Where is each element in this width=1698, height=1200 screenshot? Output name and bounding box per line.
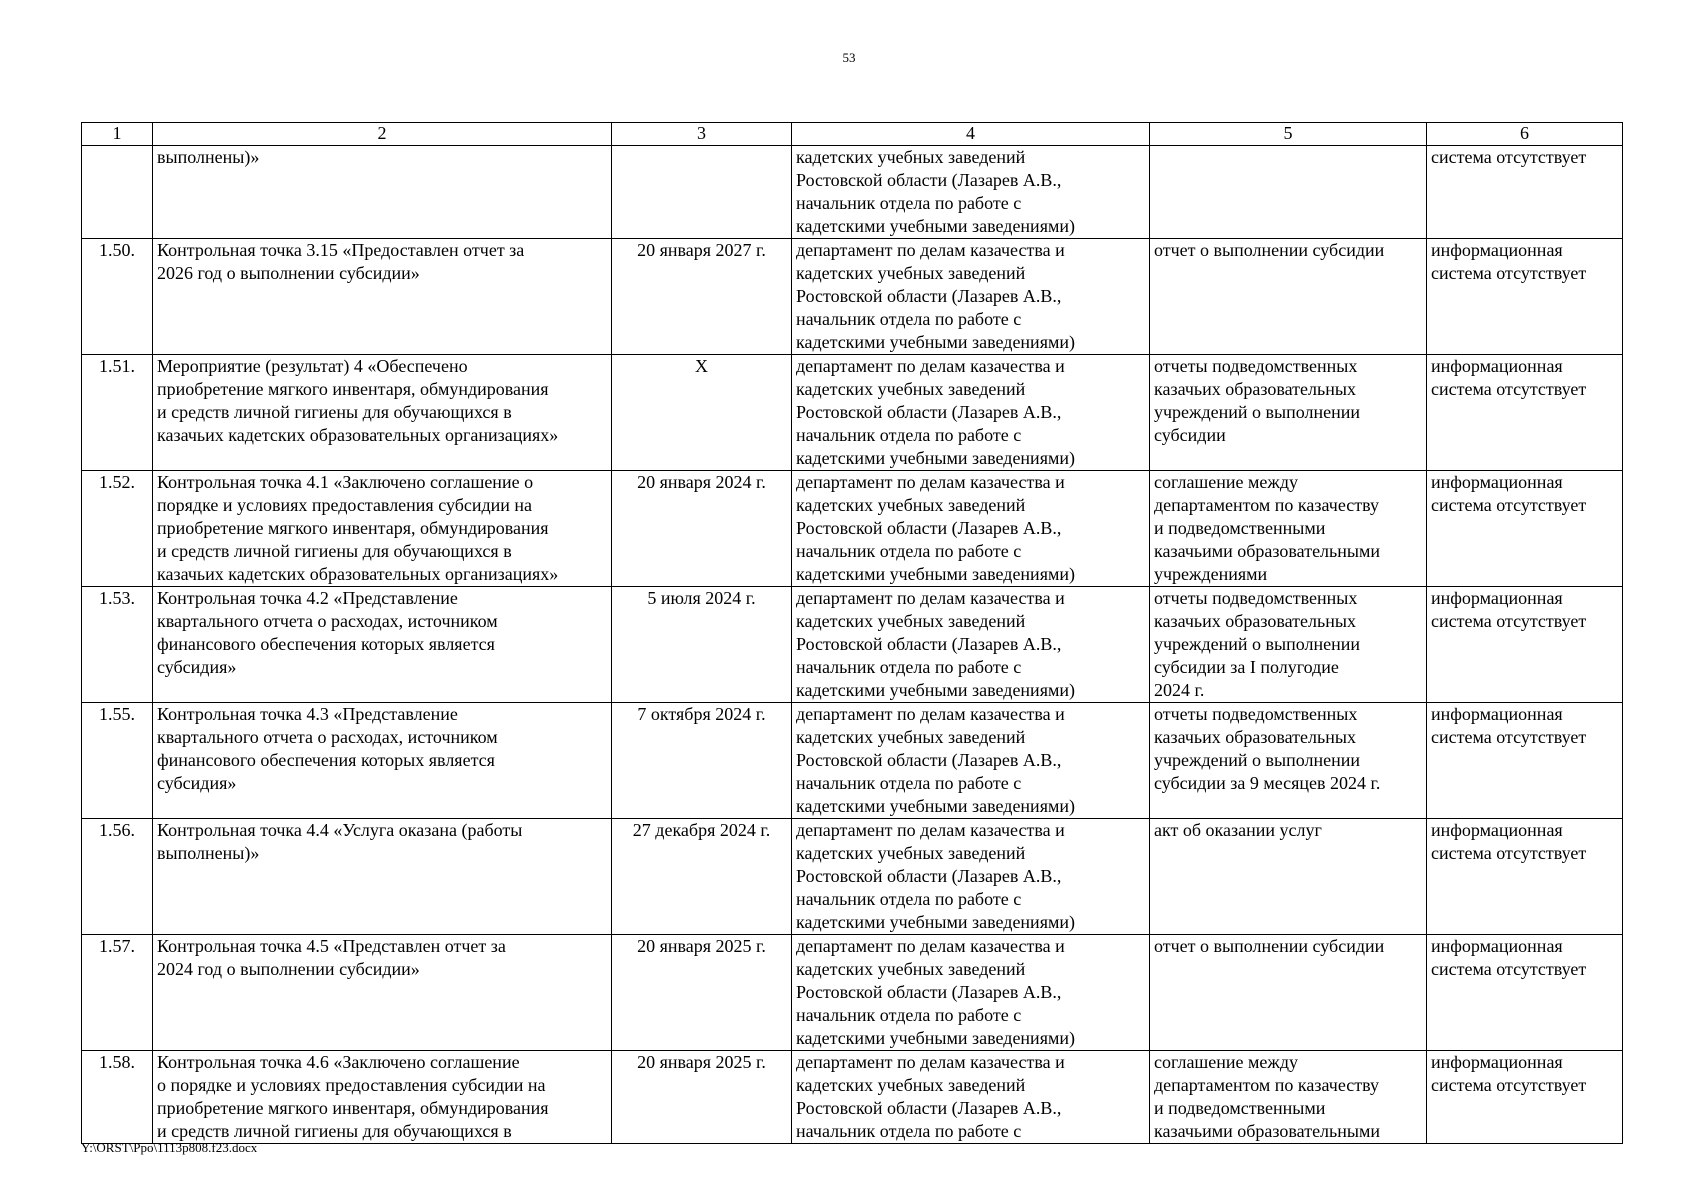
column-header-2: 2 [153,123,612,146]
row-responsible: департамент по делам казачества и кадетских учебных заведений Ростовской области (Лазарев А.В., начальник отдела по работе с кадетскими учебными заведениями) [792,819,1150,935]
table-row [82,146,1623,239]
row-number [82,146,153,239]
table-row [82,819,1623,935]
row-date: X [612,355,792,471]
row-info-system: информационная система отсутствует [1427,1051,1623,1144]
plan-table [81,122,1623,1144]
row-info-system: информационная система отсутствует [1427,239,1623,355]
row-number: 1.52. [82,471,153,587]
row-event-name: Контрольная точка 4.5 «Представлен отчет за 2024 год о выполнении субсидии» [153,935,612,1051]
row-info-system: информационная система отсутствует [1427,819,1623,935]
table-row [82,935,1623,1051]
row-responsible: департамент по делам казачества и кадетских учебных заведений Ростовской области (Лазарев А.В., начальник отдела по работе с кадетскими учебными заведениями) [792,355,1150,471]
row-responsible: департамент по делам казачества и кадетских учебных заведений Ростовской области (Лазарев А.В., начальник отдела по работе с кадетскими учебными заведениями) [792,703,1150,819]
row-date: 20 января 2025 г. [612,935,792,1051]
row-event-name: Контрольная точка 4.3 «Представление квартального отчета о расходах, источником финансового обеспечения которых является субсидия» [153,703,612,819]
row-event-name: Контрольная точка 4.2 «Представление квартального отчета о расходах, источником финансового обеспечения которых является субсидия» [153,587,612,703]
row-date: 20 января 2027 г. [612,239,792,355]
row-info-system: система отсутствует [1427,146,1623,239]
row-document [1150,146,1427,239]
table-row [82,1051,1623,1144]
row-document: отчет о выполнении субсидии [1150,935,1427,1051]
row-responsible: департамент по делам казачества и кадетских учебных заведений Ростовской области (Лазарев А.В., начальник отдела по работе с [792,1051,1150,1144]
table-header [82,123,1623,146]
row-document: акт об оказании услуг [1150,819,1427,935]
row-info-system: информационная система отсутствует [1427,471,1623,587]
row-date: 5 июля 2024 г. [612,587,792,703]
row-event-name: выполнены)» [153,146,612,239]
header-row [82,123,1623,146]
row-document: отчеты подведомственных казачьих образовательных учреждений о выполнении субсидии [1150,355,1427,471]
row-info-system: информационная система отсутствует [1427,703,1623,819]
row-responsible: департамент по делам казачества и кадетских учебных заведений Ростовской области (Лазарев А.В., начальник отдела по работе с кадетскими учебными заведениями) [792,239,1150,355]
row-responsible: кадетских учебных заведений Ростовской области (Лазарев А.В., начальник отдела по работе с кадетскими учебными заведениями) [792,146,1150,239]
table-row [82,703,1623,819]
table-row [82,587,1623,703]
row-info-system: информационная система отсутствует [1427,587,1623,703]
footer-file-path: Y:\ORST\Ppo\1113p808.f23.docx [81,1140,258,1155]
row-document: отчеты подведомственных казачьих образовательных учреждений о выполнении субсидии за 9 месяцев 2024 г. [1150,703,1427,819]
row-number: 1.53. [82,587,153,703]
row-date: 20 января 2025 г. [612,1051,792,1144]
page-number: 53 [842,50,856,65]
column-header-4: 4 [792,123,1150,146]
row-responsible: департамент по делам казачества и кадетских учебных заведений Ростовской области (Лазарев А.В., начальник отдела по работе с кадетскими учебными заведениями) [792,935,1150,1051]
row-number: 1.58. [82,1051,153,1144]
row-document: соглашение между департаментом по казачеству и подведомственными казачьими образовательными учреждениями [1150,471,1427,587]
row-info-system: информационная система отсутствует [1427,355,1623,471]
column-header-3: 3 [612,123,792,146]
row-date: 7 октября 2024 г. [612,703,792,819]
table-row [82,355,1623,471]
row-event-name: Контрольная точка 4.4 «Услуга оказана (работы выполнены)» [153,819,612,935]
row-number: 1.56. [82,819,153,935]
row-number: 1.55. [82,703,153,819]
row-number: 1.50. [82,239,153,355]
row-number: 1.57. [82,935,153,1051]
row-document: отчет о выполнении субсидии [1150,239,1427,355]
row-event-name: Контрольная точка 4.1 «Заключено соглашение о порядке и условиях предоставления субсидии на приобретение мягкого инвентаря, обмундирования и средств личной гигиены для обучающихся в казачьих кадетских образовательных организациях» [153,471,612,587]
table-row [82,471,1623,587]
row-event-name: Контрольная точка 4.6 «Заключено соглашение о порядке и условиях предоставления субсидии на приобретение мягкого инвентаря, обмундирования и средств личной гигиены для обучающихся в [153,1051,612,1144]
row-number: 1.51. [82,355,153,471]
column-header-1: 1 [82,123,153,146]
row-responsible: департамент по делам казачества и кадетских учебных заведений Ростовской области (Лазарев А.В., начальник отдела по работе с кадетскими учебными заведениями) [792,471,1150,587]
row-document: соглашение между департаментом по казачеству и подведомственными казачьими образовательными [1150,1051,1427,1144]
row-responsible: департамент по делам казачества и кадетских учебных заведений Ростовской области (Лазарев А.В., начальник отдела по работе с кадетскими учебными заведениями) [792,587,1150,703]
table-body [82,146,1623,1144]
table-row [82,239,1623,355]
row-date [612,146,792,239]
row-info-system: информационная система отсутствует [1427,935,1623,1051]
row-document: отчеты подведомственных казачьих образовательных учреждений о выполнении субсидии за I полугодие 2024 г. [1150,587,1427,703]
row-date: 20 января 2024 г. [612,471,792,587]
row-date: 27 декабря 2024 г. [612,819,792,935]
column-header-6: 6 [1427,123,1623,146]
row-event-name: Мероприятие (результат) 4 «Обеспечено приобретение мягкого инвентаря, обмундирования и средств личной гигиены для обучающихся в казачьих кадетских образовательных организациях» [153,355,612,471]
column-header-5: 5 [1150,123,1427,146]
row-event-name: Контрольная точка 3.15 «Предоставлен отчет за 2026 год о выполнении субсидии» [153,239,612,355]
